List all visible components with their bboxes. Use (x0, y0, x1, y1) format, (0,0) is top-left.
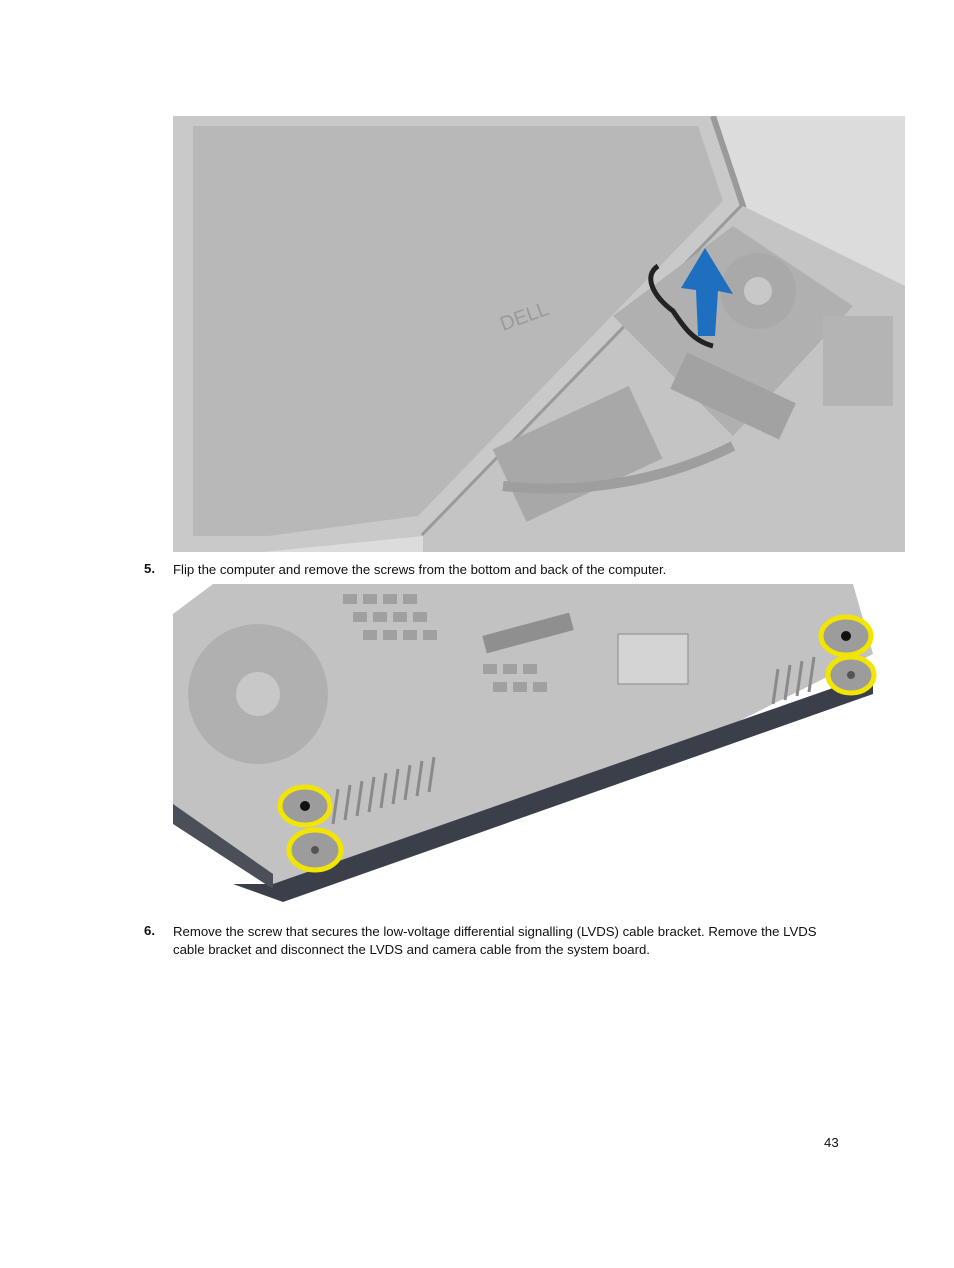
svg-text:DELL: DELL (497, 297, 552, 336)
page-number: 43 (824, 1135, 839, 1150)
laptop-bottom-illustration (173, 584, 905, 902)
laptop-open-illustration (173, 116, 905, 552)
screw-highlight-right-top (821, 617, 871, 655)
screw-highlight-left-bottom (289, 830, 341, 870)
figure-cable-removal (173, 116, 905, 552)
figure-bottom-screws (173, 584, 905, 902)
screw-highlight-left-top (280, 787, 330, 825)
step-text: Remove the screw that secures the low-voltage differential signalling (LVDS) cable bracket. Remove the LVDS cable bracket and disconnect the LVDS and camera cable from the system board. (173, 924, 817, 957)
screw-highlight-right-bottom (828, 657, 874, 693)
step-number: 5. (144, 561, 155, 576)
step-number: 6. (144, 923, 155, 938)
step-text: Flip the computer and remove the screws from the bottom and back of the computer. (173, 562, 667, 577)
